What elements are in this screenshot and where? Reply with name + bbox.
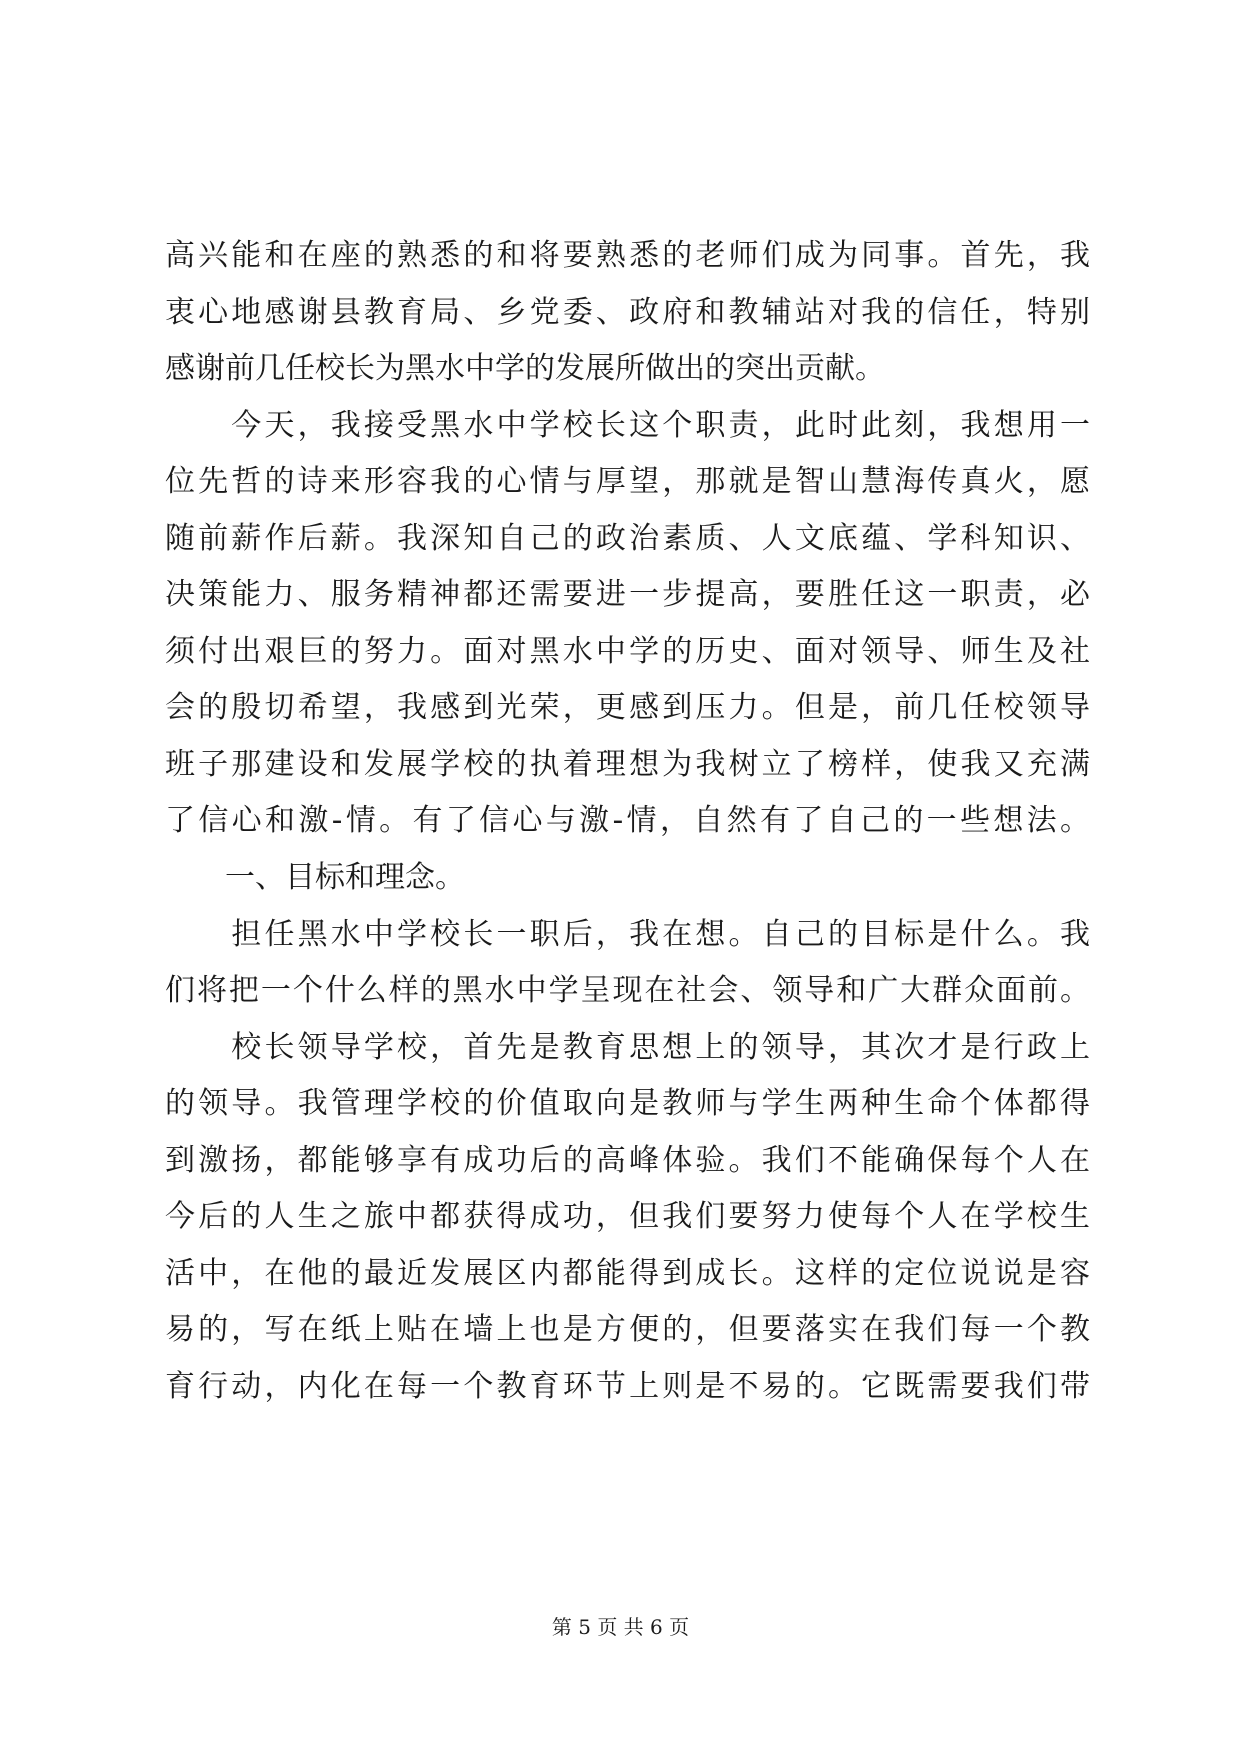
text-line: 位先哲的诗来形容我的心情与厚望，那就是智山慧海传真火，愿 bbox=[165, 464, 1090, 500]
text-line: 班子那建设和发展学校的执着理想为我树立了榜样，使我又充满 bbox=[165, 746, 1090, 782]
text-line: 衷心地感谢县教育局、乡党委、政府和教辅站对我的信任，特别 bbox=[165, 294, 1090, 330]
text-line: 活中，在他的最近发展区内都能得到成长。这样的定位说说是容 bbox=[165, 1255, 1090, 1291]
text-line: 决策能力、服务精神都还需要进一步提高，要胜任这一职责，必 bbox=[165, 577, 1090, 613]
text-line: 们将把一个什么样的黑水中学呈现在社会、领导和广大群众面前。 bbox=[165, 973, 1090, 1009]
text-line: 今后的人生之旅中都获得成功，但我们要努力使每个人在学校生 bbox=[165, 1199, 1090, 1235]
page-number-footer: 第 5 页 共 6 页 bbox=[551, 1615, 690, 1639]
text-line: 会的殷切希望，我感到光荣，更感到压力。但是，前几任校领导 bbox=[165, 690, 1090, 726]
text-line: 到激扬，都能够享有成功后的高峰体验。我们不能确保每个人在 bbox=[165, 1142, 1090, 1178]
text-line: 校长领导学校，首先是教育思想上的领导，其次才是行政上 bbox=[165, 1029, 1090, 1065]
text-line: 担任黑水中学校长一职后，我在想。自己的目标是什么。我 bbox=[165, 916, 1090, 952]
text-line: 易的，写在纸上贴在墙上也是方便的，但要落实在我们每一个教 bbox=[165, 1312, 1090, 1348]
text-line: 了信心和激-情。有了信心与激-情，自然有了自己的一些想法。 bbox=[165, 803, 1090, 839]
text-line: 随前薪作后薪。我深知自己的政治素质、人文底蕴、学科知识、 bbox=[165, 520, 1090, 556]
text-line: 须付出艰巨的努力。面对黑水中学的历史、面对领导、师生及社 bbox=[165, 633, 1090, 669]
text-line: 一、目标和理念。 bbox=[165, 860, 465, 896]
body-text bbox=[165, 228, 1090, 1415]
text-line: 高兴能和在座的熟悉的和将要熟悉的老师们成为同事。首先，我 bbox=[165, 238, 1090, 273]
text-line: 感谢前几任校长为黑水中学的发展所做出的突出贡献。 bbox=[165, 351, 885, 387]
text-line: 今天，我接受黑水中学校长这个职责，此时此刻，我想用一 bbox=[165, 407, 1090, 443]
text-line: 的领导。我管理学校的价值取向是教师与学生两种生命个体都得 bbox=[165, 1086, 1090, 1122]
text-line: 育行动，内化在每一个教育环节上则是不易的。它既需要我们带 bbox=[165, 1368, 1090, 1404]
